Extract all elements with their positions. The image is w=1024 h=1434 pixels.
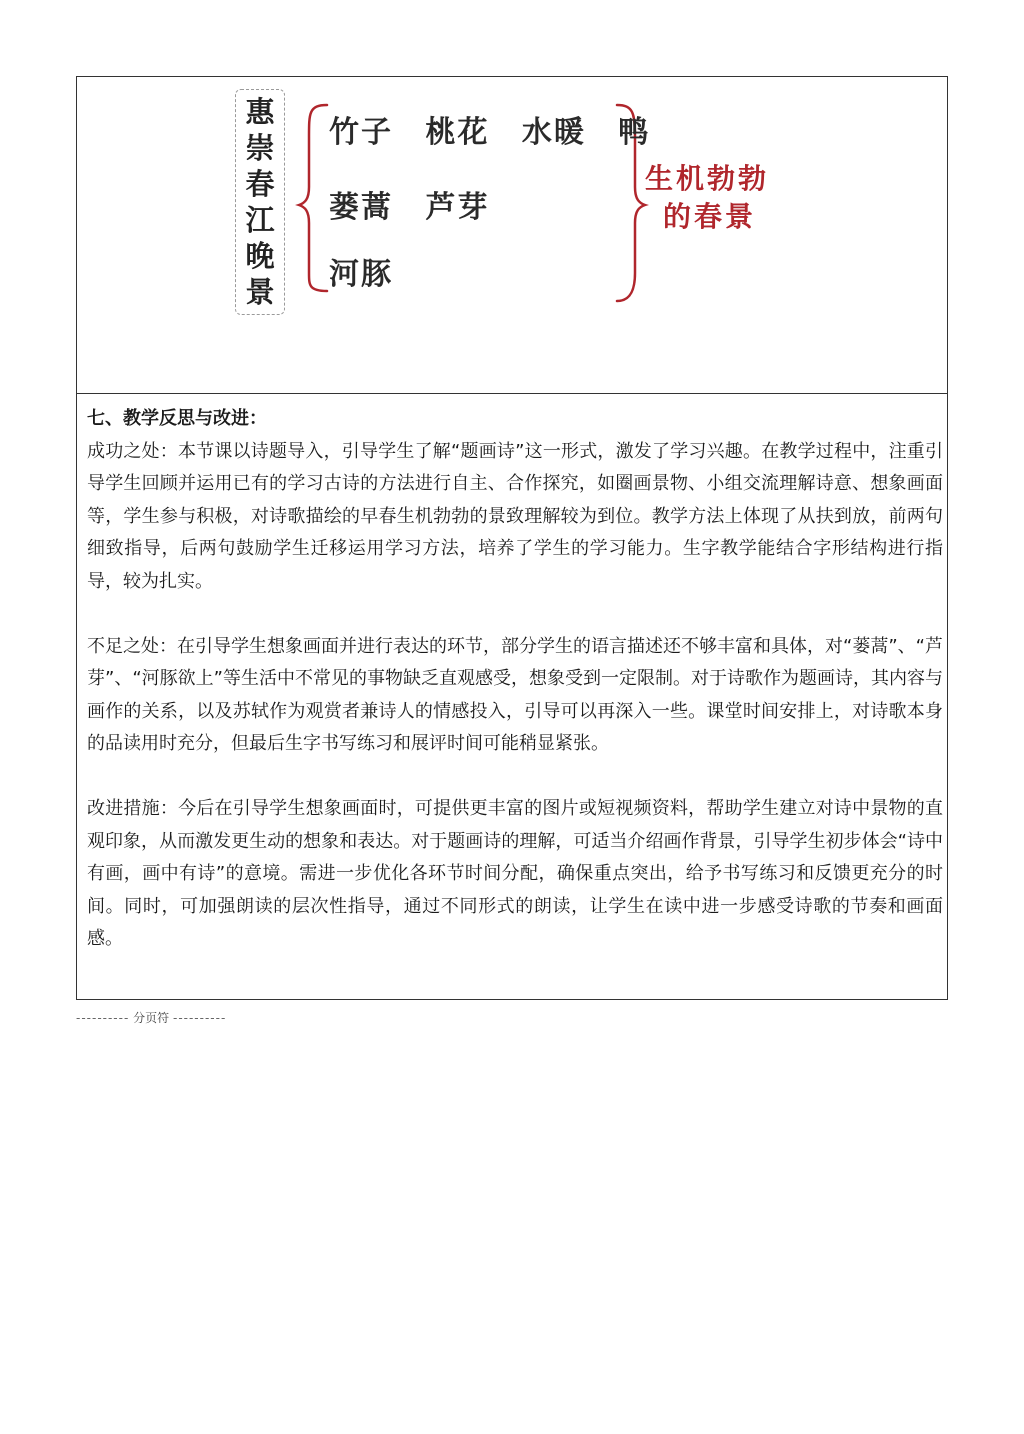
page-break-dashes: ----------	[172, 1011, 227, 1025]
paragraph-spacer	[87, 761, 943, 794]
poem-title-char: 惠	[245, 95, 275, 129]
page-break-label: 分页符	[133, 1011, 170, 1025]
scene-row-2	[329, 182, 509, 226]
scene-item: 芦芽	[425, 190, 490, 225]
improvement-paragraph: 改进措施：今后在引导学生想象画面时，可提供更丰富的图片或短视频资料，帮助学生建立对诗中景物的直观印象，从而激发更生动的想象和表达。对于题画诗的理解，可适当介绍画作背景，引导学生初步体会“诗中有画，画中有诗”的意境。需进一步优化各环节时间分配，确保重点突出，给予书写练习和反馈更充分的时间。同时，可加强朗读的层次性指导，通过不同形式的朗读，让学生在读中进一步感受诗歌的节奏和画面感。	[87, 798, 943, 949]
scene-item: 桃花	[425, 115, 490, 150]
scene-item: 河豚	[329, 257, 393, 292]
scene-item: 鸭	[618, 115, 651, 150]
left-brace-icon	[299, 105, 327, 291]
poem-title-char: 春	[245, 167, 275, 201]
scene-row-1	[329, 107, 670, 151]
poem-title-char: 江	[245, 203, 275, 237]
section-heading: 七、教学反思与改进：	[87, 408, 267, 429]
page-break-dashes: ----------	[76, 1011, 130, 1025]
summary-line-2: 的春景	[663, 200, 757, 233]
page-break-marker	[76, 1009, 226, 1026]
scene-item: 蒌蒿	[329, 190, 393, 225]
paragraph-spacer	[87, 598, 943, 631]
scene-item: 水暖	[521, 115, 586, 150]
success-paragraph: 成功之处：本节课以诗题导入，引导学生了解“题画诗”这一形式，激发了学习兴趣。在教学过程中，注重引导学生回顾并运用已有的学习古诗的方法进行自主、合作探究，如圈画景物、小组交流理解诗意、想象画面等，学生参与积极，对诗歌描绘的早春生机勃勃的景致理解较为到位。教学方法上体现了从扶到放，前两句细致指导，后两句鼓励学生迁移运用学习方法，培养了学生的学习能力。生字教学能结合字形结构进行指导，较为扎实。	[87, 440, 943, 592]
lesson-table	[76, 76, 948, 1000]
poem-title-char: 景	[245, 275, 275, 309]
poem-title-char: 崇	[245, 131, 275, 165]
scene-row-3	[329, 249, 413, 293]
reflection-cell	[87, 403, 943, 956]
shortcoming-paragraph: 不足之处：在引导学生想象画面并进行表达的环节，部分学生的语言描述还不够丰富和具体，对“蒌蒿”、“芦芽”、“河豚欲上”等生活中不常见的事物缺乏直观感受，想象受到一定限制。对于诗歌作为题画诗，其内容与画作的关系，以及苏轼作为观赏者兼诗人的情感投入，引导可以再深入一些。课堂时间安排上，对诗歌本身的品读用时充分，但最后生字书写练习和展评时间可能稍显紧张。	[87, 635, 943, 754]
scene-item: 竹子	[329, 115, 393, 150]
board-design-cell	[77, 77, 947, 394]
summary-line-1: 生机勃勃	[645, 162, 770, 195]
poem-title-char: 晚	[245, 239, 275, 273]
